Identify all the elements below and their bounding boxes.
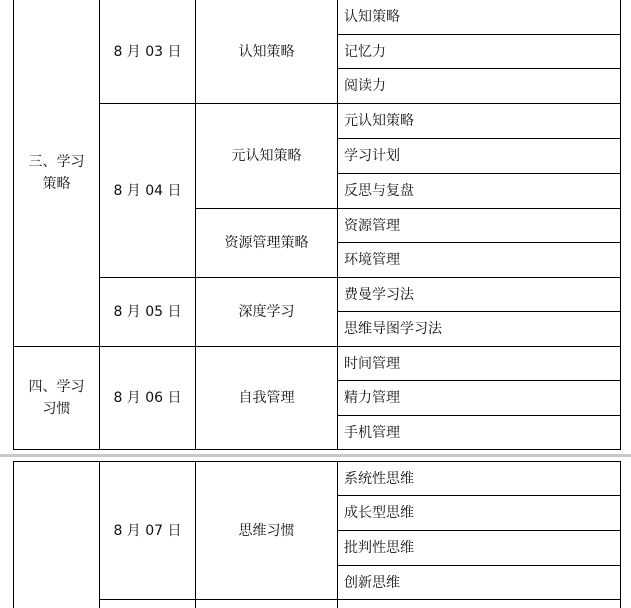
section-label-4 <box>13 347 99 450</box>
item-cell: 创新思维 <box>337 566 621 600</box>
item-cell: 记忆力 <box>337 35 621 69</box>
topic-cell: 自我管理 <box>195 347 337 450</box>
item-cell: 学习计划 <box>337 139 621 174</box>
topic-cell: 资源管理策略 <box>195 209 337 278</box>
item-cell: 反思与复盘 <box>337 174 621 209</box>
topic-cell: 思维习惯 <box>195 461 337 600</box>
item-cell: 成长型思维 <box>337 496 621 531</box>
item-cell: 批判性思维 <box>337 531 621 566</box>
date-cell: 8 月 05 日 <box>99 278 195 347</box>
item-cell <box>337 600 621 608</box>
topic-cell: 认知策略 <box>195 0 337 104</box>
item-cell: 费曼学习法 <box>337 278 621 312</box>
date-cell: 8 月 07 日 <box>99 461 195 600</box>
item-cell: 元认知策略 <box>337 104 621 139</box>
section-label-5 <box>13 461 99 608</box>
date-cell: 8 月 06 日 <box>99 347 195 450</box>
item-cell: 时间管理 <box>337 347 621 381</box>
topic-cell <box>195 600 337 608</box>
item-cell: 环境管理 <box>337 243 621 278</box>
section-label-3 <box>13 0 99 347</box>
item-cell: 资源管理 <box>337 209 621 243</box>
item-cell: 手机管理 <box>337 416 621 450</box>
topic-cell: 深度学习 <box>195 278 337 347</box>
item-cell: 系统性思维 <box>337 461 621 496</box>
section-label-text: 四、学习习惯 <box>28 379 85 417</box>
date-cell: 8 月 04 日 <box>99 104 195 278</box>
item-cell: 阅读力 <box>337 69 621 104</box>
date-cell <box>99 600 195 608</box>
item-cell: 认知策略 <box>337 0 621 35</box>
topic-cell: 元认知策略 <box>195 104 337 209</box>
item-cell: 精力管理 <box>337 381 621 416</box>
section-label-text: 三、学习策略 <box>28 154 85 192</box>
item-cell: 思维导图学习法 <box>337 312 621 347</box>
page-break <box>0 454 631 457</box>
date-cell: 8 月 03 日 <box>99 0 195 104</box>
